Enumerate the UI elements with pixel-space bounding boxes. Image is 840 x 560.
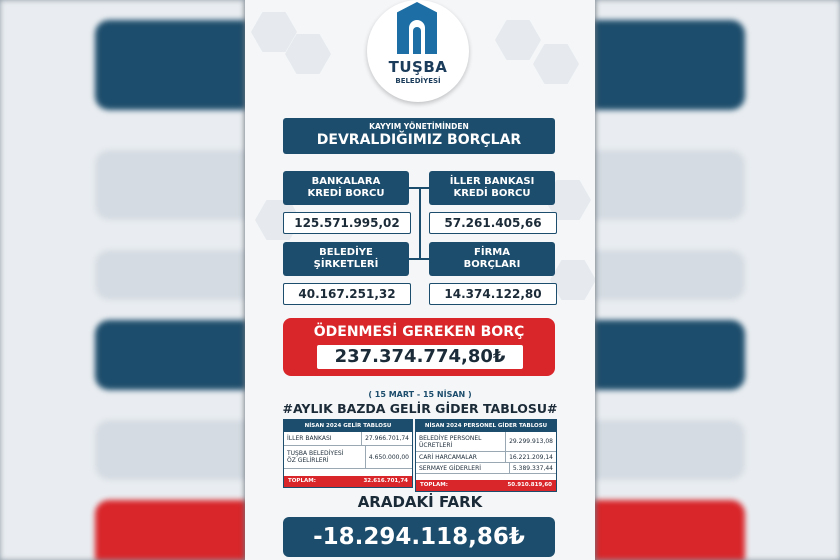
expense-total-row — [416, 480, 556, 491]
expense-row-label: SERMAYE GİDERLERİ — [416, 463, 510, 473]
debt-label-companies: BELEDİYE ŞİRKETLERİ — [283, 242, 409, 276]
header-small: KAYYIM YÖNETİMİNDEN — [369, 122, 469, 131]
table-row — [284, 432, 412, 446]
logo — [367, 0, 469, 102]
income-table — [283, 419, 413, 488]
tusba-building-icon — [397, 2, 437, 54]
connector-line — [419, 187, 421, 260]
expense-row-label: BELEDİYE PERSONEL ÜCRETLERİ — [416, 432, 506, 451]
debt-poster — [245, 0, 595, 560]
debt-label-firms: FİRMA BORÇLARI — [429, 242, 555, 276]
table-row — [416, 463, 556, 474]
blurred-background-left — [0, 0, 245, 560]
income-row-label: TUŞBA BELEDİYESİ ÖZ GELİRLERİ — [284, 446, 366, 468]
period-label: ( 15 MART - 15 NİSAN ) — [368, 390, 472, 399]
debt-value-iller-bank: 57.261.405,66 — [429, 212, 557, 234]
income-row-label: İLLER BANKASI — [284, 432, 362, 445]
table-row — [284, 446, 412, 469]
logo-name: TUŞBA — [388, 58, 448, 76]
income-table-title: NİSAN 2024 GELİR TABLOSU — [284, 420, 412, 432]
difference-label: ARADAKİ FARK — [357, 493, 483, 511]
debt-value-companies: 40.167.251,32 — [283, 283, 411, 305]
difference-value: -18.294.118,86₺ — [283, 517, 555, 557]
income-total-value: 32.616.701,74 — [363, 478, 408, 484]
expense-row-value: 16.221.209,14 — [509, 453, 553, 461]
monthly-table-title: #AYLIK BAZDA GELİR GİDER TABLOSU# — [282, 401, 558, 416]
expense-total-value: 50.910.819,60 — [507, 482, 552, 488]
debt-value-firms: 14.374.122,80 — [429, 283, 557, 305]
header-box — [283, 118, 555, 154]
total-debt-label: ÖDENMESİ GEREKEN BORÇ — [313, 324, 525, 340]
table-row — [416, 432, 556, 452]
income-row-value: 4.650.000,00 — [368, 453, 409, 461]
income-row-value: 27.966.701,74 — [365, 435, 409, 442]
debt-value-bank: 125.571.995,02 — [283, 212, 411, 234]
debt-label-bank: BANKALARA KREDİ BORCU — [283, 171, 409, 205]
header-title: DEVRALDIĞIMIZ BORÇLAR — [316, 132, 522, 148]
expense-table — [415, 419, 557, 492]
expense-total-label: TOPLAM: — [420, 482, 448, 488]
expense-row-value: 29.299.913,08 — [509, 438, 553, 445]
total-debt-box — [283, 318, 555, 376]
expense-row-label: CARİ HARCAMALAR — [416, 452, 506, 462]
total-debt-value: 237.374.774,80₺ — [317, 345, 523, 369]
table-row — [416, 452, 556, 463]
expense-table-title: NİSAN 2024 PERSONEL GİDER TABLOSU — [416, 420, 556, 432]
expense-row-value: 5.389.337,44 — [512, 464, 553, 472]
blurred-background-right — [595, 0, 840, 560]
logo-subtitle: BELEDİYESİ — [395, 77, 441, 85]
debt-label-iller-bank: İLLER BANKASI KREDİ BORCU — [429, 171, 555, 205]
income-total-label: TOPLAM: — [288, 478, 316, 484]
income-total-row — [284, 476, 412, 487]
